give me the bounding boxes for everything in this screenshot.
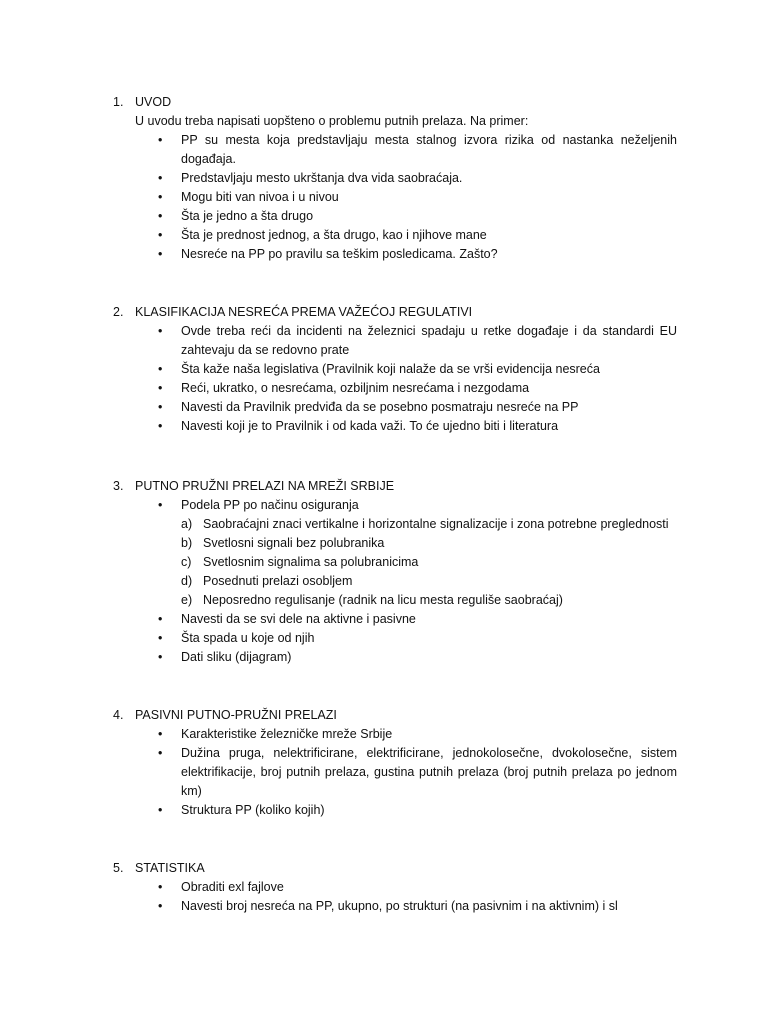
bullet-icon: • xyxy=(158,400,163,414)
section-title: STATISTIKA xyxy=(135,861,205,875)
sub-list-item: b) Svetlosni signali bez polubranika xyxy=(181,536,385,550)
section-heading xyxy=(0,303,768,322)
list-item: • Dužina pruga, nelektrificirane, elektrificirane, jednokolosečne, dvokolosečne, sistem elektrifikacije, broj putnih prelaza, gustina putnih prelaza (broj putnih prelaza po jednom km) xyxy=(158,746,677,798)
sub-list-item: a) Saobraćajni znaci vertikalne i horizontalne signalizacije i zona potrebne preglednosti xyxy=(181,517,669,531)
bullet-icon: • xyxy=(158,498,163,512)
bullet-list xyxy=(0,322,768,436)
list-item: • Šta spada u koje od njih xyxy=(181,629,677,648)
list-item: • Obraditi exl fajlove xyxy=(181,878,677,897)
list-item: • Struktura PP (koliko kojih) xyxy=(181,801,677,820)
section-intro: U uvodu treba napisati uopšteno o problemu putnih prelaza. Na primer: xyxy=(135,114,529,128)
section-statistika xyxy=(0,859,768,916)
bullet-icon: • xyxy=(158,746,163,760)
section-heading xyxy=(0,706,768,725)
section-title: KLASIFIKACIJA NESREĆA PREMA VAŽEĆOJ REGULATIVI xyxy=(135,305,473,319)
list-item: • Navesti da Pravilnik predviđa da se posebno posmatraju nesreće na PP xyxy=(181,398,677,417)
list-item: • Dati sliku (dijagram) xyxy=(181,648,677,667)
list-item: • PP su mesta koja predstavljaju mesta stalnog izvora rizika od nastanka neželjenih događaja. xyxy=(158,133,677,166)
bullet-icon: • xyxy=(158,880,163,894)
list-item: • Šta kaže naša legislativa (Pravilnik koji nalaže da se vrši evidencija nesreća xyxy=(181,360,677,379)
section-putno-pruzni xyxy=(0,477,768,667)
sub-list-item: e) Neposredno regulisanje (radnik na licu mesta reguliše saobraćaj) xyxy=(181,593,563,607)
list-item: • Predstavljaju mesto ukrštanja dva vida saobraćaja. xyxy=(181,169,677,188)
list-item: • Podela PP po načinu osiguranja xyxy=(181,496,677,515)
list-item: • Navesti da se svi dele na aktivne i pasivne xyxy=(181,610,677,629)
bullet-icon: • xyxy=(158,247,163,261)
bullet-list xyxy=(0,878,768,916)
bullet-icon: • xyxy=(158,381,163,395)
bullet-icon: • xyxy=(158,324,163,338)
bullet-icon: • xyxy=(158,899,163,913)
bullet-icon: • xyxy=(158,631,163,645)
list-item: • Šta je jedno a šta drugo xyxy=(181,207,677,226)
bullet-list xyxy=(0,496,768,515)
bullet-icon: • xyxy=(158,727,163,741)
sub-list xyxy=(0,515,768,610)
section-uvod xyxy=(0,93,768,264)
bullet-list xyxy=(0,725,768,820)
bullet-icon: • xyxy=(158,171,163,185)
section-title: UVOD xyxy=(135,95,172,109)
list-item: • Navesti broj nesreća na PP, ukupno, po strukturi (na pasivnim i na aktivnim) i sl xyxy=(181,897,677,916)
sub-list-item: c) Svetlosnim signalima sa polubranicima xyxy=(181,555,419,569)
bullet-icon: • xyxy=(158,362,163,376)
list-item: • Reći, ukratko, o nesrećama, ozbiljnim nesrećama i nezgodama xyxy=(181,379,677,398)
section-number: 3. xyxy=(113,479,124,493)
section-klasifikacija xyxy=(0,303,768,436)
bullet-icon: • xyxy=(158,803,163,817)
section-title: PASIVNI PUTNO-PRUŽNI PRELAZI xyxy=(135,708,337,722)
bullet-list xyxy=(0,131,768,264)
bullet-icon: • xyxy=(158,190,163,204)
section-heading xyxy=(0,859,768,878)
list-item: • Navesti koji je to Pravilnik i od kada važi. To će ujedno biti i literatura xyxy=(181,417,677,436)
section-number: 2. xyxy=(113,305,124,319)
bullet-icon: • xyxy=(158,419,163,433)
list-item: • Mogu biti van nivoa i u nivou xyxy=(181,188,677,207)
bullet-icon: • xyxy=(158,209,163,223)
bullet-icon: • xyxy=(158,612,163,626)
list-item: • Ovde treba reći da incidenti na železnici spadaju u retke događaje i da standardi EU zahtevaju da se redovno prate xyxy=(158,324,677,357)
section-heading xyxy=(0,477,768,496)
section-number: 4. xyxy=(113,708,124,722)
section-pasivni xyxy=(0,706,768,820)
section-number: 5. xyxy=(113,861,124,875)
bullet-icon: • xyxy=(158,133,163,147)
bullet-list xyxy=(0,610,768,667)
list-item: • Nesreće na PP po pravilu sa teškim posledicama. Zašto? xyxy=(181,245,677,264)
sub-list-item: d) Posednuti prelazi osobljem xyxy=(181,574,353,588)
section-heading xyxy=(0,93,768,112)
bullet-icon: • xyxy=(158,650,163,664)
section-number: 1. xyxy=(113,95,124,109)
list-item: • Karakteristike železničke mreže Srbije xyxy=(181,725,677,744)
bullet-icon: • xyxy=(158,228,163,242)
section-title: PUTNO PRUŽNI PRELAZI NA MREŽI SRBIJE xyxy=(135,479,395,493)
list-item: • Šta je prednost jednog, a šta drugo, kao i njihove mane xyxy=(181,226,677,245)
